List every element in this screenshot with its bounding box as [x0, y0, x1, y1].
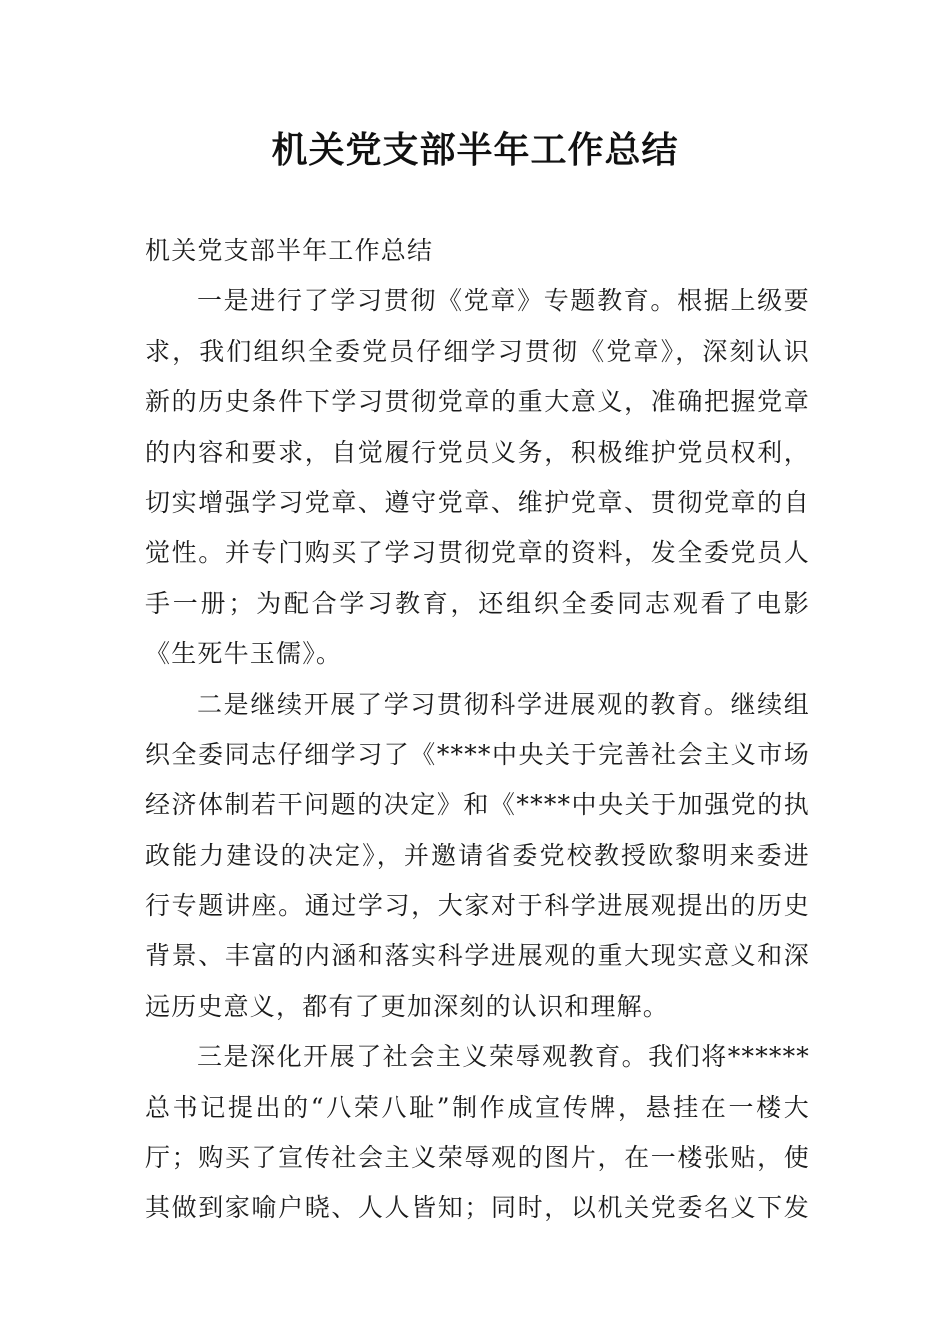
text-line: 觉性。并专门购买了学习贯彻党章的资料，发全委党员人 — [145, 538, 810, 568]
text-line: 求，我们组织全委党员仔细学习贯彻《党章》，深刻认识 — [145, 336, 810, 366]
text-line: 二是继续开展了学习贯彻科学进展观的教育。继续组 — [197, 689, 810, 719]
text-line: 切实增强学习党章、遵守党章、维护党章、贯彻党章的自 — [145, 487, 810, 517]
text-line: 政能力建设的决定》，并邀请省委党校教授欧黎明来委进 — [145, 840, 810, 870]
document-subtitle-line: 机关党支部半年工作总结 — [145, 236, 434, 265]
document-title: 机关党支部半年工作总结 — [271, 130, 679, 171]
text-line: 总书记提出的“八荣八耻”制作成宣传牌，悬挂在一楼大 — [145, 1092, 810, 1122]
text-line: 厅；购买了宣传社会主义荣辱观的图片，在一楼张贴，使 — [145, 1143, 810, 1173]
text-line: 织全委同志仔细学习了《****中央关于完善社会主义市场 — [145, 739, 810, 769]
text-line: 《生死牛玉儒》。 — [145, 639, 343, 669]
text-line: 行专题讲座。通过学习，大家对于科学进展观提出的历史 — [145, 891, 810, 921]
text-line: 一是进行了学习贯彻《党章》专题教育。根据上级要 — [197, 286, 810, 316]
text-line: 的内容和要求，自觉履行党员义务，积极维护党员权利， — [145, 437, 810, 467]
text-line: 经济体制若干问题的决定》和《****中央关于加强党的执 — [145, 790, 810, 820]
document-body — [145, 226, 810, 1234]
text-line: 手一册；为配合学习教育，还组织全委同志观看了电影 — [145, 588, 810, 618]
text-line: 其做到家喻户晓、人人皆知；同时，以机关党委名义下发 — [145, 1193, 810, 1223]
text-line: 远历史意义，都有了更加深刻的认识和理解。 — [145, 991, 670, 1021]
text-line: 背景、丰富的内涵和落实科学进展观的重大现实意义和深 — [145, 941, 810, 971]
text-line: 三是深化开展了社会主义荣辱观教育。我们将****** — [197, 1042, 810, 1072]
text-line: 新的历史条件下学习贯彻党章的重大意义，准确把握党章 — [145, 387, 810, 417]
